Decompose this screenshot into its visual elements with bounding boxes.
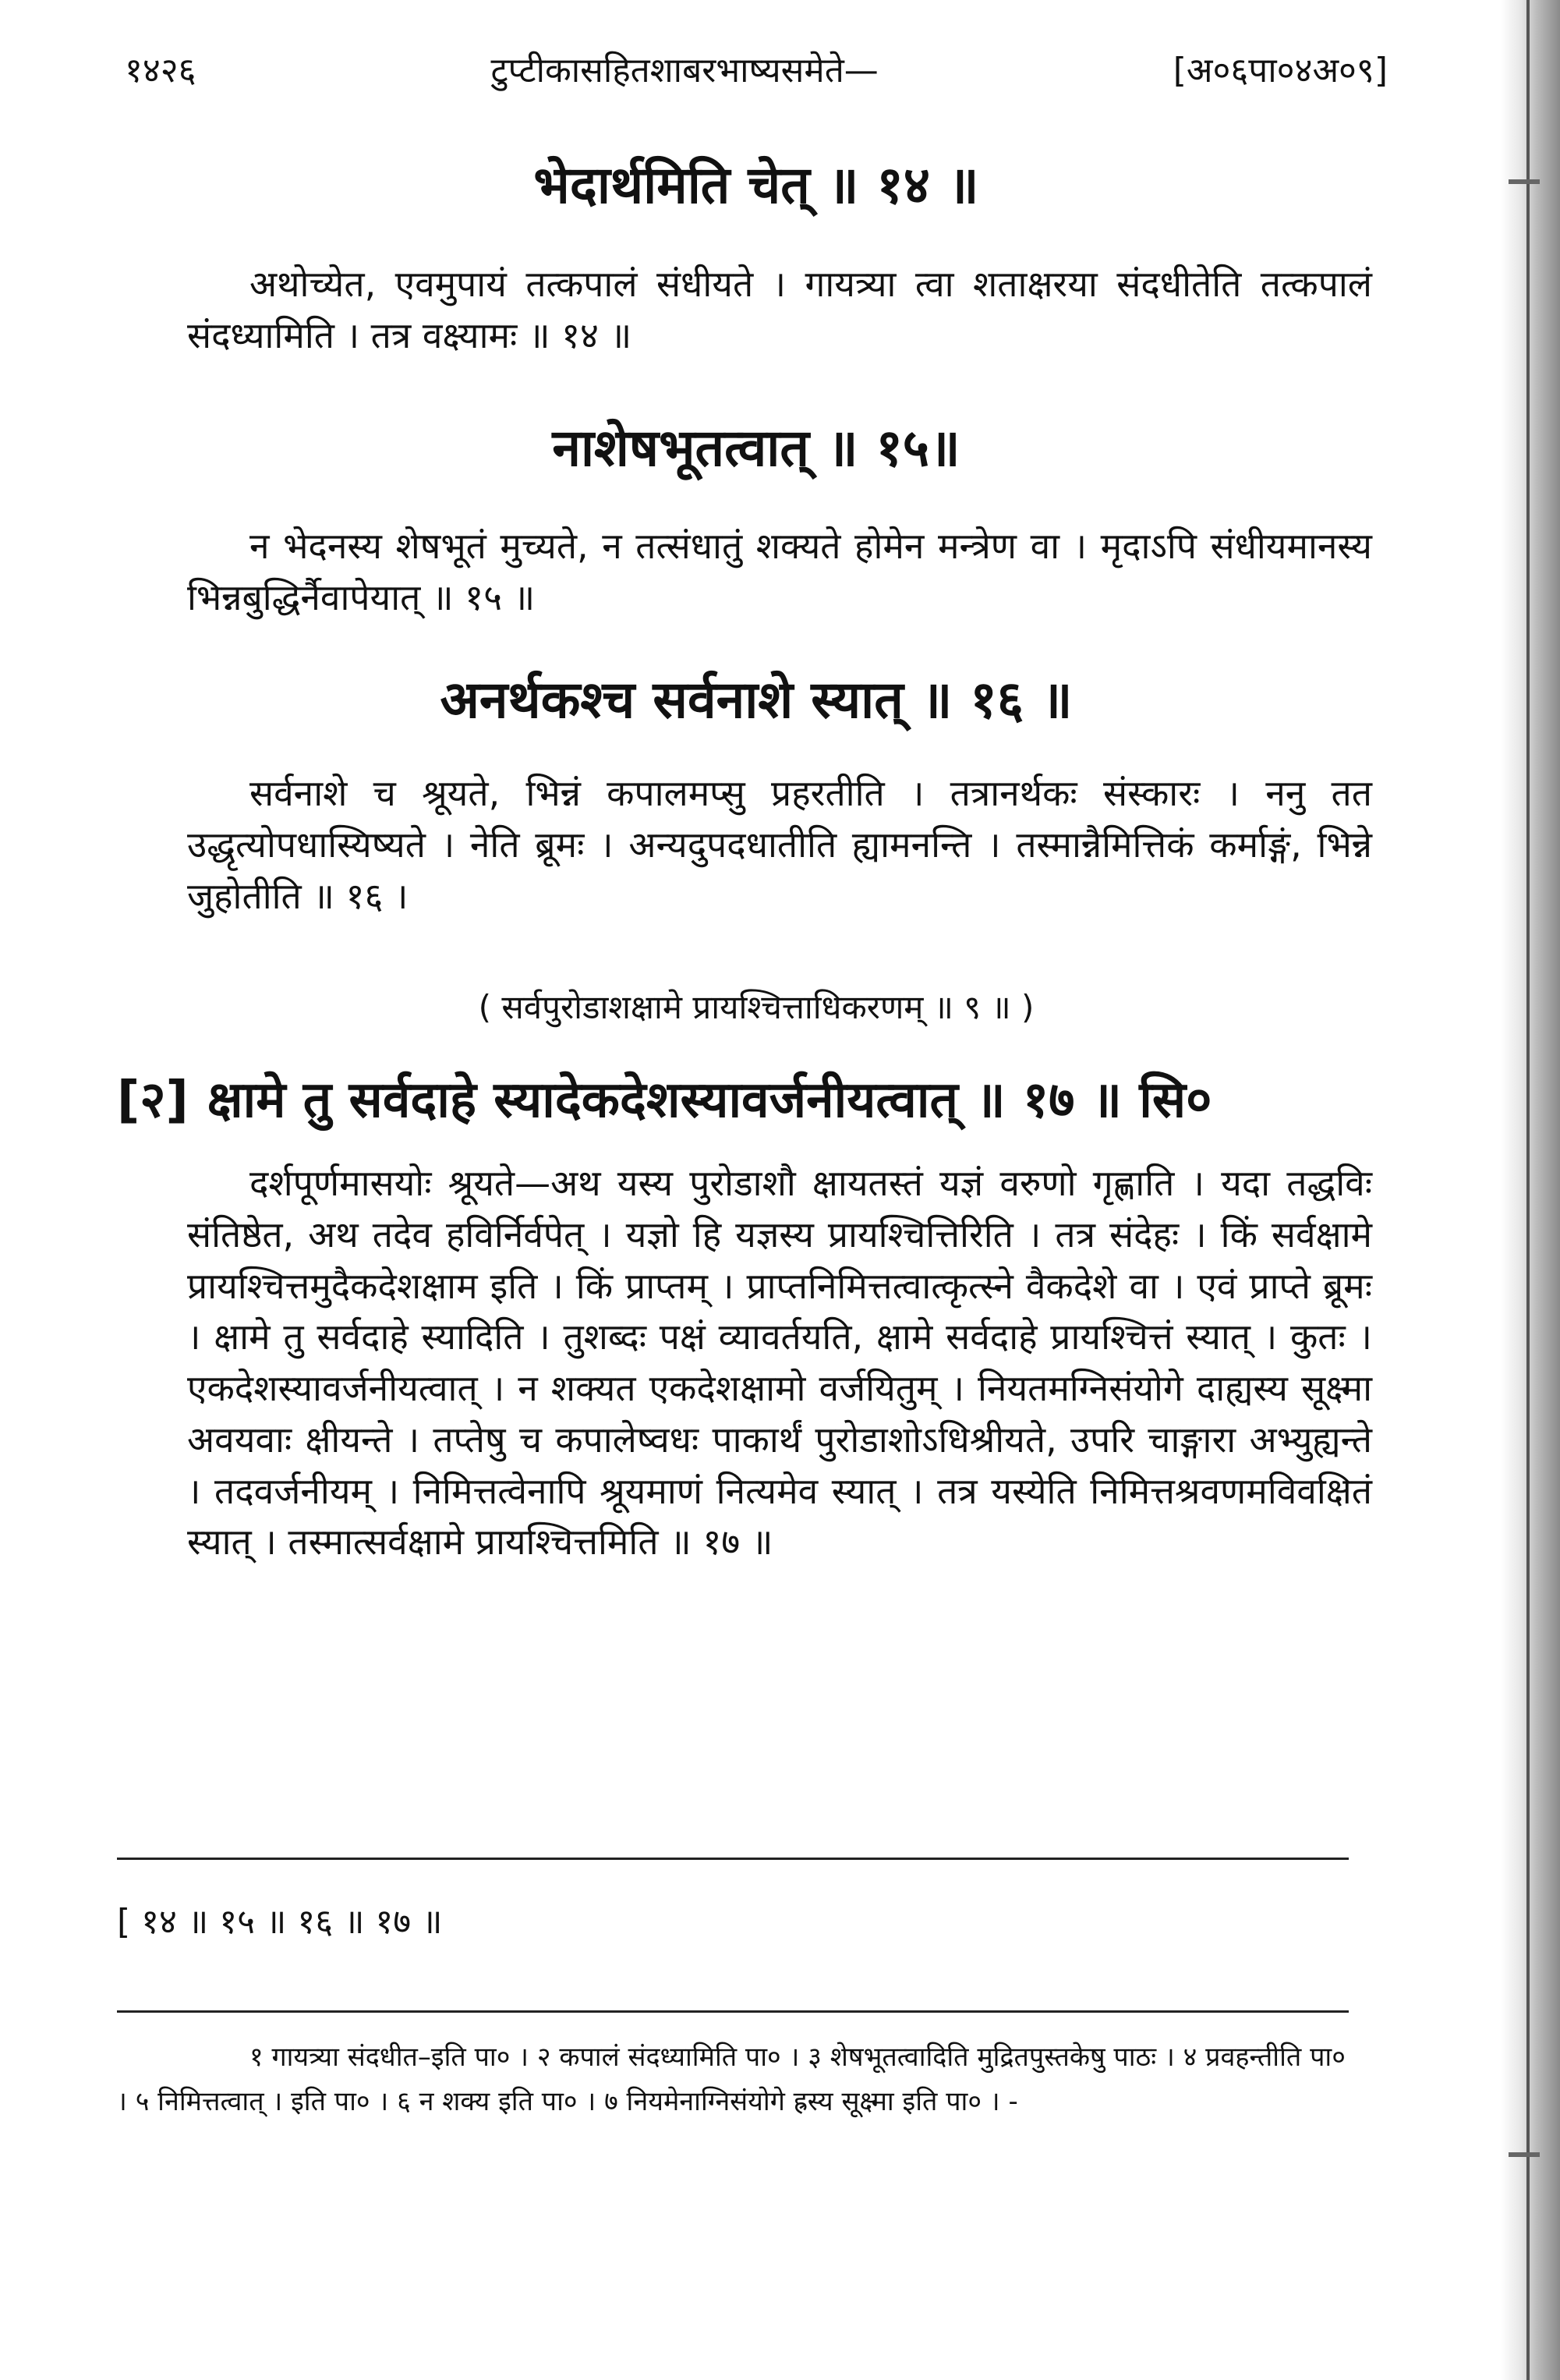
running-title: टुप्टीकासहितशाबरभाष्यसमेते—: [490, 51, 879, 90]
commentary-14: अथोच्येत, एवमुपायं तत्कपालं संधीयते । गायत्र्या त्वा शताक्षरया संदधीतेति तत्कपालं संदध्यामिति । तत्र वक्ष्यामः ॥ १४ ॥: [187, 263, 1372, 356]
sutra-15-heading: नाशेषभूतत्वात् ॥ १५॥: [552, 418, 960, 478]
adhikarana-heading: ( सर्वपुरोडाशक्षामे प्रायश्चित्ताधिकरणम् ॥ ९ ॥ ): [478, 988, 1035, 1026]
section-reference: [अ०६पा०४अ०९]: [1173, 51, 1388, 90]
edge-smudge: [1509, 2152, 1540, 2157]
sutra-17-marker: [२]: [117, 1071, 189, 1129]
section-divider: [117, 1858, 1349, 1860]
commentary-16: सर्वनाशे च श्रूयते, भिन्नं कपालमप्सु प्रहरतीति । तत्रानर्थकः संस्कारः । ननु तत उद्धृत्योपधास्यिष्यते । नेति ब्रूमः । अन्यदुपदधातीति ह्यामनन्ति । तस्मान्नैमित्तिकं कर्माङ्गं, भिन्ने जुहोतीति ॥ १६ ।: [187, 772, 1372, 917]
footnote-divider: [117, 2010, 1349, 2013]
sutra-16-heading: अनर्थकश्च सर्वनाशे स्यात् ॥ १६ ॥: [440, 670, 1073, 730]
commentary-17: दर्शपूर्णमासयोः श्रूयते—अथ यस्य पुरोडाशौ क्षायतस्तं यज्ञं वरुणो गृह्णाति । यदा तद्धविः संतिष्ठेत, अथ तदेव हविर्निर्वपेत् । यज्ञो हि यज्ञस्य प्रायश्चित्तिरिति । तत्र संदेहः । किं सर्वक्षामे प्रायश्चित्तमुदैकदेशक्षाम इति । किं प्राप्तम् । प्राप्तनिमित्तत्वात्कृत्स्ने वैकदेशे वा । एवं प्राप्ते ब्रूमः । क्षामे तु सर्वदाहे स्यादिति । तुशब्दः पक्षं व्यावर्तयति, क्षामे सर्वदाहे प्रायश्चित्तं स्यात् । कुतः । एकदेशस्यावर्जनीयत्वात् । न शक्यत एकदेशक्षामो वर्जयितुम् । नियतमग्निसंयोगे दाह्यस्य सूक्ष्मा अवयवाः क्षीयन्ते । तप्तेषु च कपालेष्वधः पाकार्थं पुरोडाशोऽधिश्रीयते, उपरि चाङ्गारा अभ्युह्यन्ते । तदवर्जनीयम् । निमित्तत्वेनापि श्रूयमाणं नित्यमेव स्यात् । तत्र यस्येति निमित्तश्रवणमविवक्षितं स्यात् । तस्मात्सर्वक्षामे प्रायश्चित्तमिति ॥ १७ ॥: [187, 1162, 1372, 1564]
sutra-14-heading: भेदार्थमिति चेत् ॥ १४ ॥: [533, 155, 979, 215]
footnotes: १ गायत्र्या संदधीत–इति पा० । २ कपालं संदध्यामिति पा० । ३ शेषभूतत्वादिति मुद्रितपुस्तकेषु पाठः । ४ प्रवहन्तीति पा० । ५ निमित्तत्वात् । इति पा० । ६ न शक्य इति पा० । ७ नियमेनाग्निसंयोगे ह्रस्य सूक्ष्मा इति पा० । -: [117, 2042, 1346, 2118]
page-number: १४२६: [125, 51, 196, 90]
commentary-15: न भेदनस्य शेषभूतं मुच्यते, न तत्संधातुं शक्यते होमेन मन्त्रेण वा । मृदाऽपि संधीयमानस्य भिन्नबुद्धिर्नैवापेयात् ॥ १५ ॥: [187, 525, 1372, 618]
page-edge-shadow: [1501, 0, 1560, 2380]
running-header: [125, 37, 1388, 100]
sutra-17-text: क्षामे तु सर्वदाहे स्यादेकदेशस्यावर्जनीयत्वात् ॥ १७ ॥ सि०: [207, 1071, 1212, 1129]
sutra-17-heading: [117, 1054, 1442, 1140]
cross-references: [ १४ ॥ १५ ॥ १६ ॥ १७ ॥: [117, 1902, 443, 1942]
binding-edge-line: [1526, 0, 1530, 2380]
edge-smudge: [1509, 179, 1540, 184]
